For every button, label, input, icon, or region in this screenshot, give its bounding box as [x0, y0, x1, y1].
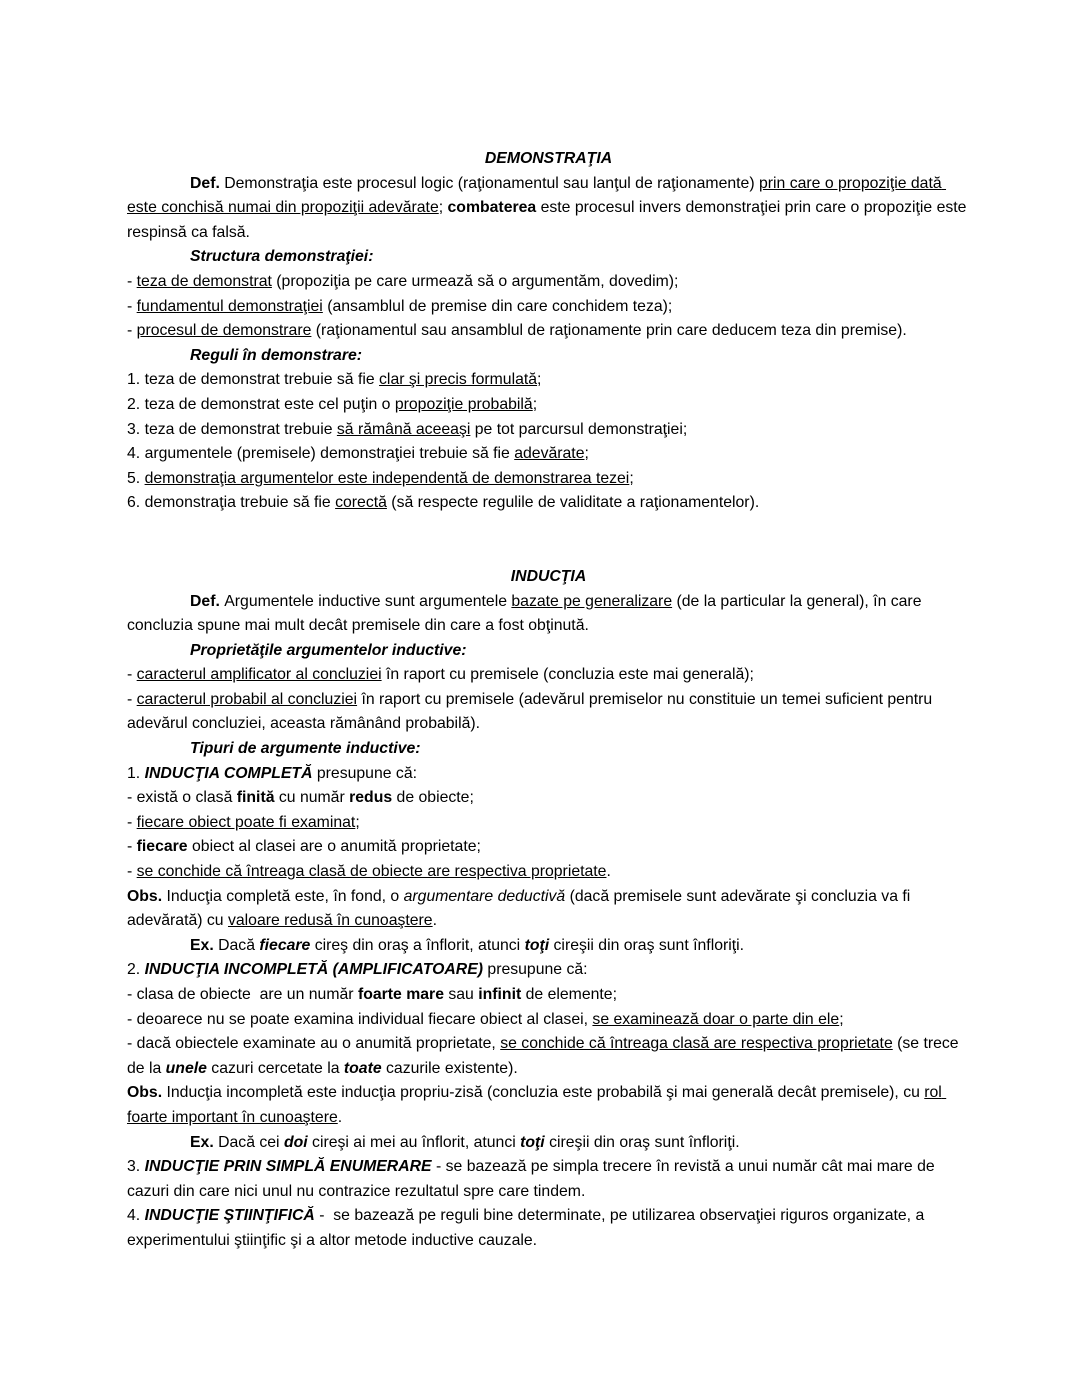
text-run: se examinează doar o parte din ele: [592, 1010, 840, 1028]
text-run: -: [127, 813, 137, 831]
text-run: Def.: [190, 592, 225, 610]
text-run: de elemente;: [521, 986, 617, 1003]
text-run: (să respecte regulile de validitate a raţionamentelor).: [386, 494, 760, 512]
text-run: cireşii din oraş sunt înfloriţi.: [549, 936, 745, 954]
paragraph: [127, 245, 970, 270]
text-run: în raport cu premisele (adevărul premiselor nu constituie un temei suficient pentru adevărul concluziei, aceasta rămânând probabilă).: [127, 690, 937, 733]
text-run: INDUCŢIA COMPLETĂ: [144, 764, 313, 782]
paragraph: [127, 393, 970, 418]
paragraph: [127, 737, 970, 762]
text-run: Proprietăţile argumentelor inductive:: [190, 641, 467, 659]
text-run: ;: [839, 1010, 844, 1028]
text-run: cireş din oraş a înflorit, atunci: [310, 936, 525, 954]
text-run: cazurile existente).: [381, 1059, 518, 1077]
text-run: ;: [537, 371, 542, 389]
text-run: fundamentul demonstraţiei: [136, 297, 323, 315]
paragraph: [127, 368, 970, 393]
text-run: INDUCŢIA: [510, 567, 587, 585]
text-run: Demonstraţia este procesul logic (raţionamentul sau lanţul de raţionamente): [224, 174, 759, 192]
spacer: [127, 516, 970, 565]
text-run: cireşi ai mei au înflorit, atunci: [307, 1133, 521, 1151]
text-run: sau: [443, 986, 479, 1003]
text-run: -: [127, 838, 137, 856]
text-run: Structura demonstraţiei:: [190, 248, 374, 266]
text-run: Obs.: [127, 887, 167, 905]
text-run: demonstraţia argumentelor este independentă de demonstrarea tezei: [144, 469, 630, 487]
text-run: (de la particular la general), în care concluzia spune mai mult decât premisele din care a fost obţinută.: [127, 592, 926, 635]
text-run: -: [127, 322, 137, 340]
text-run: .: [606, 863, 611, 881]
text-run: 6. demonstraţia trebuie să fie: [127, 494, 336, 512]
paragraph: [127, 491, 970, 516]
paragraph: [127, 934, 970, 959]
text-run: (raţionamentul sau ansamblul de raţionamente prin care deducem teza din premise).: [311, 322, 907, 340]
paragraph: [127, 786, 970, 811]
text-run: Def.: [190, 174, 225, 192]
text-run: DEMONSTRAŢIA: [484, 150, 613, 167]
text-run: foarte mare: [357, 986, 444, 1003]
text-run: fiecare obiect poate fi examinat: [136, 813, 356, 831]
text-run: (dacă premisele sunt adevărate şi concluzia va fi adevărată) cu: [127, 887, 915, 930]
paragraph: [127, 1081, 970, 1130]
text-run: INDUCŢIE ŞTIINŢIFICĂ: [144, 1207, 315, 1225]
text-run: teza de demonstrat: [136, 272, 272, 290]
text-run: obiect al clasei are o anumită proprietate;: [187, 838, 481, 856]
paragraph: [127, 319, 970, 344]
text-run: infinit: [478, 986, 522, 1003]
text-run: caracterul probabil al concluziei: [136, 690, 358, 708]
text-run: 3.: [127, 1158, 145, 1176]
text-run: fiecare: [136, 838, 188, 856]
paragraph: [127, 762, 970, 787]
text-run: fiecare: [259, 936, 311, 954]
text-run: prin care o propoziţie dată este conchisă numai din propoziţii adevărate: [127, 174, 947, 217]
text-run: -: [127, 666, 137, 684]
text-run: de obiecte;: [392, 789, 474, 807]
paragraph: [127, 639, 970, 664]
text-run: adevărate: [514, 445, 585, 463]
text-run: (propoziţia pe care urmează să o argumentăm, dovedim);: [271, 272, 679, 290]
text-run: - se bazează pe simpla trecere în revistă a unui număr cât mai mare de cazuri din care nici unul nu contrazice rezultatul spre care tindem.: [127, 1158, 940, 1200]
text-run: procesul de demonstrare: [136, 322, 312, 340]
text-run: Obs.: [127, 1084, 167, 1102]
paragraph: [127, 983, 970, 1008]
text-run: 4. argumentele (premisele) demonstraţiei trebuie să fie: [127, 445, 515, 463]
text-run: ;: [438, 199, 448, 217]
text-run: pe tot parcursul demonstraţiei;: [470, 420, 688, 438]
text-run: .: [432, 912, 437, 930]
paragraph: [127, 1032, 970, 1081]
text-run: clar şi precis formulată: [379, 371, 538, 389]
text-run: 5.: [127, 469, 145, 487]
text-run: - dacă obiectele examinate au o anumită proprietate,: [127, 1035, 501, 1053]
text-run: -: [127, 863, 137, 881]
text-run: în raport cu premisele (concluzia este mai generală);: [381, 666, 754, 684]
text-run: rol foarte important în cunoaştere: [127, 1084, 947, 1126]
text-run: Inducţia completă este, în fond, o: [166, 887, 404, 905]
text-run: ;: [355, 813, 360, 831]
paragraph: [127, 270, 970, 295]
text-run: finită: [236, 789, 275, 807]
text-run: Ex.: [190, 1133, 219, 1151]
paragraph: [127, 860, 970, 885]
text-run: toate: [343, 1059, 382, 1077]
text-run: să rămână aceeaşi: [336, 420, 471, 438]
text-run: - există o clasă: [127, 789, 237, 807]
text-run: valoare redusă în cunoaştere: [227, 912, 433, 930]
paragraph: [127, 295, 970, 320]
paragraph: [127, 418, 970, 443]
text-run: Reguli în demonstrare:: [190, 346, 363, 364]
text-run: INDUCŢIA INCOMPLETĂ (AMPLIFICATOARE): [144, 961, 484, 979]
text-run: argumentare deductivă: [403, 887, 566, 905]
paragraph: [127, 1204, 970, 1253]
text-run: INDUCŢIE PRIN SIMPLĂ ENUMERARE: [144, 1158, 432, 1176]
text-run: (se trece de la: [127, 1035, 963, 1077]
text-run: cazuri cercetate la: [206, 1059, 344, 1077]
text-run: - se bazează pe reguli bine determinate, pe utilizarea observaţiei riguros organizate, a experimentului ştiinţific şi a altor metode inductive cauzale.: [127, 1207, 929, 1249]
text-run: -: [127, 690, 137, 708]
paragraph: [127, 688, 970, 737]
text-run: 3. teza de demonstrat trebuie: [127, 420, 337, 438]
paragraph: [127, 1155, 970, 1204]
text-run: ;: [629, 469, 634, 487]
paragraph: [127, 590, 970, 639]
text-run: ;: [584, 445, 589, 463]
text-run: 1. teza de demonstrat trebuie să fie: [127, 371, 380, 389]
section-title-inductia: [127, 565, 970, 590]
text-run: - clasa de obiecte are un număr: [127, 986, 358, 1003]
text-run: Ex.: [190, 936, 219, 954]
text-run: unele: [165, 1059, 207, 1077]
text-run: 2. teza de demonstrat este cel puţin o: [127, 395, 395, 413]
text-run: 2.: [127, 961, 145, 979]
text-run: doi: [283, 1133, 308, 1151]
paragraph: [127, 1008, 970, 1033]
text-run: se conchide că întreaga clasă de obiecte are respectiva proprietate: [136, 863, 607, 881]
text-run: -: [127, 272, 137, 290]
text-run: cireşii din oraş sunt înfloriţi.: [544, 1133, 740, 1151]
text-run: presupune că:: [483, 961, 588, 979]
text-run: cu număr: [274, 789, 350, 807]
paragraph: [127, 663, 970, 688]
text-run: .: [337, 1108, 343, 1126]
paragraph: [127, 885, 970, 934]
paragraph: [127, 958, 970, 983]
paragraph: [127, 811, 970, 836]
section-title-demonstratia: [127, 147, 970, 172]
text-run: Argumentele inductive sunt argumentele: [224, 592, 512, 610]
paragraph: [127, 835, 970, 860]
text-run: este procesul invers demonstraţiei prin care o propoziţie este respinsă ca falsă.: [127, 199, 971, 241]
text-run: Tipuri de argumente inductive:: [190, 740, 421, 758]
text-run: -: [127, 297, 137, 315]
text-run: caracterul amplificator al concluziei: [136, 666, 382, 684]
text-run: bazate pe generalizare: [511, 592, 673, 610]
text-run: Inducţia incompletă este inducţia propriu-zisă (concluzia este probabilă şi mai generală decât premisele), cu: [166, 1084, 925, 1102]
text-run: - deoarece nu se poate examina individual fiecare obiect al clasei,: [127, 1010, 593, 1028]
paragraph: [127, 442, 970, 467]
text-run: presupune că:: [312, 764, 417, 782]
text-run: combaterea: [447, 199, 537, 217]
text-run: Dacă: [218, 936, 260, 954]
text-run: 4.: [127, 1207, 145, 1225]
text-run: redus: [349, 789, 393, 807]
text-run: ;: [532, 395, 538, 413]
text-run: (ansamblul de premise din care conchidem teza);: [322, 297, 673, 315]
paragraph: [127, 1131, 970, 1156]
paragraph: [127, 344, 970, 369]
text-run: Dacă cei: [218, 1133, 284, 1151]
paragraph: [127, 467, 970, 492]
text-run: corectă: [335, 494, 387, 512]
text-run: toţi: [520, 1133, 545, 1151]
text-run: 1.: [127, 764, 145, 782]
text-run: se conchide că întreaga clasă are respectiva proprietate: [500, 1035, 893, 1053]
text-run: toţi: [524, 936, 550, 954]
paragraph: [127, 172, 970, 246]
text-run: propoziţie probabilă: [394, 395, 533, 413]
